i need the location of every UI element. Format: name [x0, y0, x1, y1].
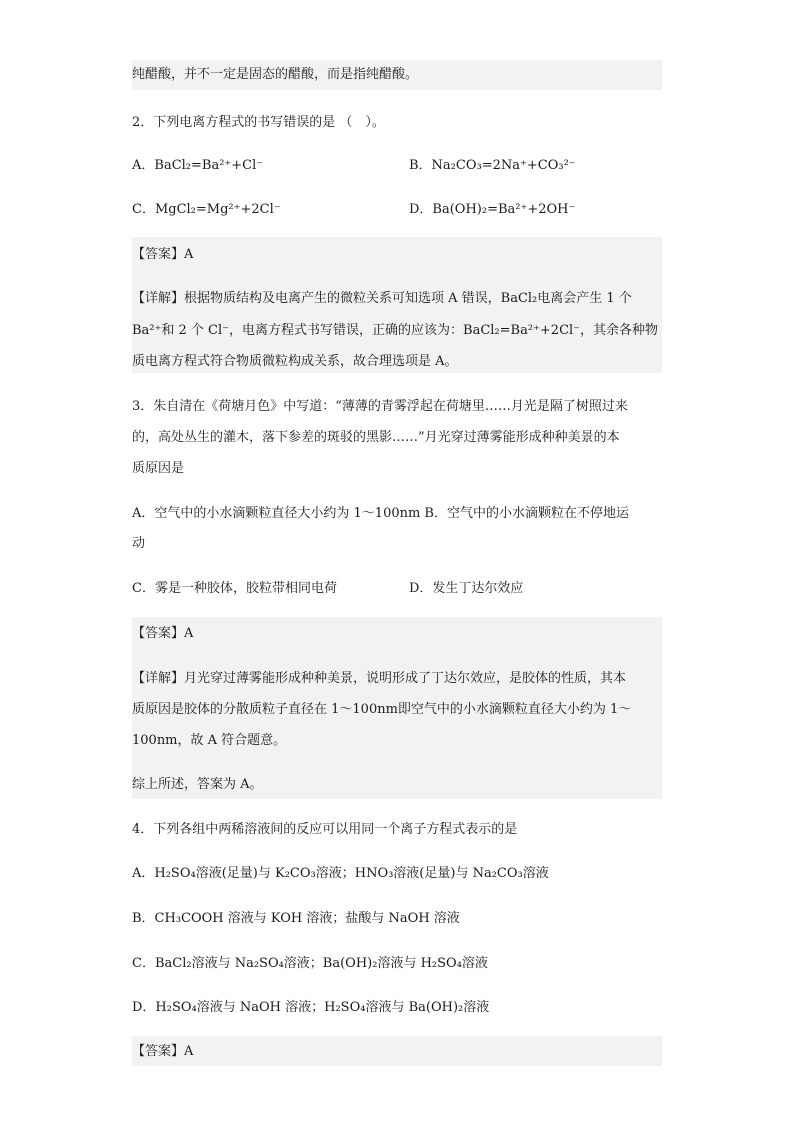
q3-summary: 综上所述，答案为 A。	[132, 777, 263, 792]
q2-detail-line-2: Ba²⁺和 2 个 Cl⁻，电离方程式书写错误，正确的应该为：BaCl₂=Ba²⁺+2Cl⁻，其余各种物	[132, 323, 659, 338]
q3-stem-line-3: 质原因是	[132, 461, 185, 476]
q2-answer: 【答案】A	[132, 247, 194, 262]
q2-detail-line-1: 【详解】根据物质结构及电离产生的微粒关系可知选项 A 错误，BaCl₂电离会产生 1 个	[132, 291, 632, 306]
q4-option-d: D．H₂SO₄溶液与 NaOH 溶液；H₂SO₄溶液与 Ba(OH)₂溶液	[132, 1000, 490, 1015]
q3-option-d: D．发生丁达尔效应	[409, 581, 524, 596]
intro-text: 纯醋酸，并不一定是固态的醋酸，而是指纯醋酸。	[132, 67, 419, 82]
q2-option-a: A．BaCl₂=Ba²⁺+Cl⁻	[132, 158, 264, 173]
q2-stem: 2．下列电离方程式的书写错误的是 （ ）。	[132, 115, 385, 130]
q4-option-c: C．BaCl₂溶液与 Na₂SO₄溶液；Ba(OH)₂溶液与 H₂SO₄溶液	[132, 956, 488, 971]
q2-option-b: B．Na₂CO₃=2Na⁺+CO₃²⁻	[409, 158, 576, 173]
q3-stem-line-1: 3．朱自清在《荷塘月色》中写道：“薄薄的青雾浮起在荷塘里……月光是隔了树照过来	[132, 399, 628, 414]
q3-answer: 【答案】A	[132, 626, 194, 641]
q3-option-ab-line-2: 动	[132, 536, 146, 551]
q2-option-c: C．MgCl₂=Mg²⁺+2Cl⁻	[132, 202, 281, 217]
q3-detail-line-3: 100nm，故 A 符合题意。	[132, 733, 287, 748]
q4-option-a: A．H₂SO₄溶液(足量)与 K₂CO₃溶液；HNO₃溶液(足量)与 Na₂CO₃溶液	[132, 866, 549, 881]
q4-option-b: B．CH₃COOH 溶液与 KOH 溶液；盐酸与 NaOH 溶液	[132, 911, 460, 926]
q4-stem: 4．下列各组中两稀溶液间的反应可以用同一个离子方程式表示的是	[132, 822, 518, 837]
q3-detail-line-2: 质原因是胶体的分散质粒子直径在 1～100nm即空气中的小水滴颗粒直径大小约为 1～	[132, 702, 632, 717]
q3-option-ab-line-1: A．空气中的小水滴颗粒直径大小约为 1～100nm B．空气中的小水滴颗粒在不停地运	[132, 506, 629, 521]
q2-option-d: D．Ba(OH)₂=Ba²⁺+2OH⁻	[409, 202, 576, 217]
q3-option-c: C．雾是一种胶体，胶粒带相同电荷	[132, 581, 337, 596]
q4-answer-shade	[132, 1036, 662, 1066]
q3-stem-line-2: 的，高处丛生的灌木，落下参差的斑驳的黑影……”月光穿过薄雾能形成种种美景的本	[132, 430, 620, 445]
q4-answer: 【答案】A	[132, 1044, 194, 1059]
q3-detail-line-1: 【详解】月光穿过薄雾能形成种种美景，说明形成了丁达尔效应，是胶体的性质，其本	[132, 671, 627, 686]
q2-detail-line-3: 质电离方程式符合物质微粒构成关系，故合理选项是 A。	[132, 354, 458, 369]
